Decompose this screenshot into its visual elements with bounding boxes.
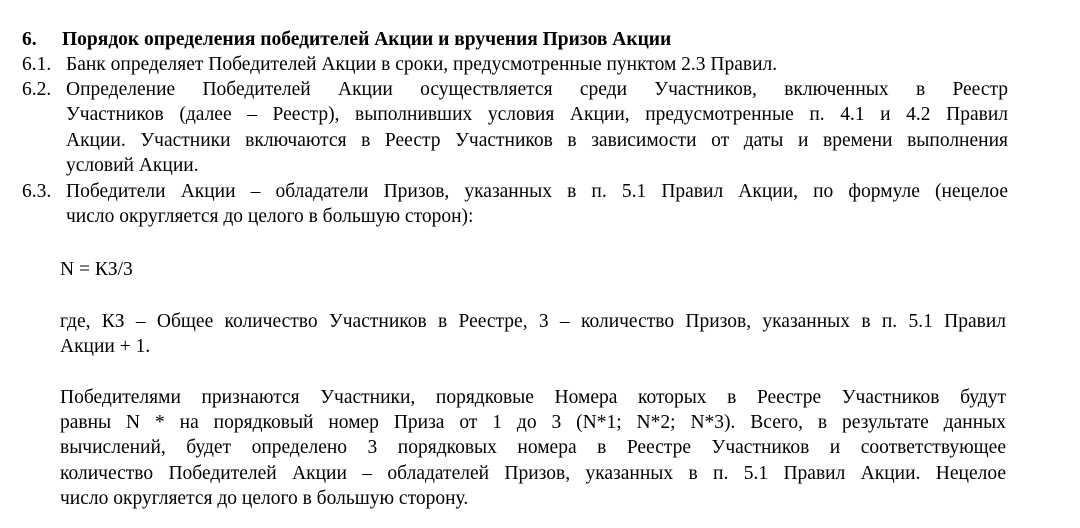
paragraph-text-line: количество Победителей Акции – обладателей Призов, указанных в п. 5.1 Правил Акции. Нецелое: [60, 463, 1006, 484]
paragraph-text-line: Победителями признаются Участники, порядковые Номера которых в Реестре Участников будут: [60, 387, 1006, 408]
clause-text-line: условий Акции.: [66, 155, 199, 176]
clause-text-line: Акции. Участники включаются в Реестр Участников в зависимости от даты и времени выполнения: [66, 130, 1008, 151]
clause-text-line: Определение Победителей Акции осуществляется среди Участников, включенных в Реестр: [66, 79, 1008, 100]
paragraph-text-line: Акции + 1.: [60, 336, 151, 357]
clause-number: 6.2.: [22, 79, 52, 100]
clause-text-line: Победители Акции – обладатели Призов, указанных в п. 5.1 Правил Акции, по формуле (нецелое: [66, 181, 1008, 202]
clause-text-line: Банк определяет Победителей Акции в сроки, предусмотренные пунктом 2.3 Правил.: [66, 54, 778, 75]
paragraph-text-line: вычислений, будет определено 3 порядковых номера в Реестре Участников и соответствующее: [60, 437, 1006, 458]
section-title: Порядок определения победителей Акции и вручения Призов Акции: [62, 29, 672, 50]
clause-text-line: Участников (далее – Реестр), выполнивших условия Акции, предусмотренные п. 4.1 и 4.2 Правил: [66, 104, 1008, 125]
paragraph-text-line: где, КЗ – Общее количество Участников в Реестре, 3 – количество Призов, указанных в п. 5.1 Правил: [60, 311, 1006, 332]
clause-number: 6.1.: [22, 54, 52, 75]
section-number: 6.: [22, 29, 37, 50]
paragraph-text-line: число округляется до целого в большую сторону.: [60, 488, 469, 509]
clause-text-line: число округляется до целого в большую сторон):: [66, 206, 474, 227]
clause-number: 6.3.: [22, 181, 52, 202]
paragraph-text-line: равны N * на порядковый номер Приза от 1 до 3 (N*1; N*2; N*3). Всего, в результате данных: [60, 412, 1006, 433]
formula-text: N = КЗ/3: [60, 259, 133, 280]
